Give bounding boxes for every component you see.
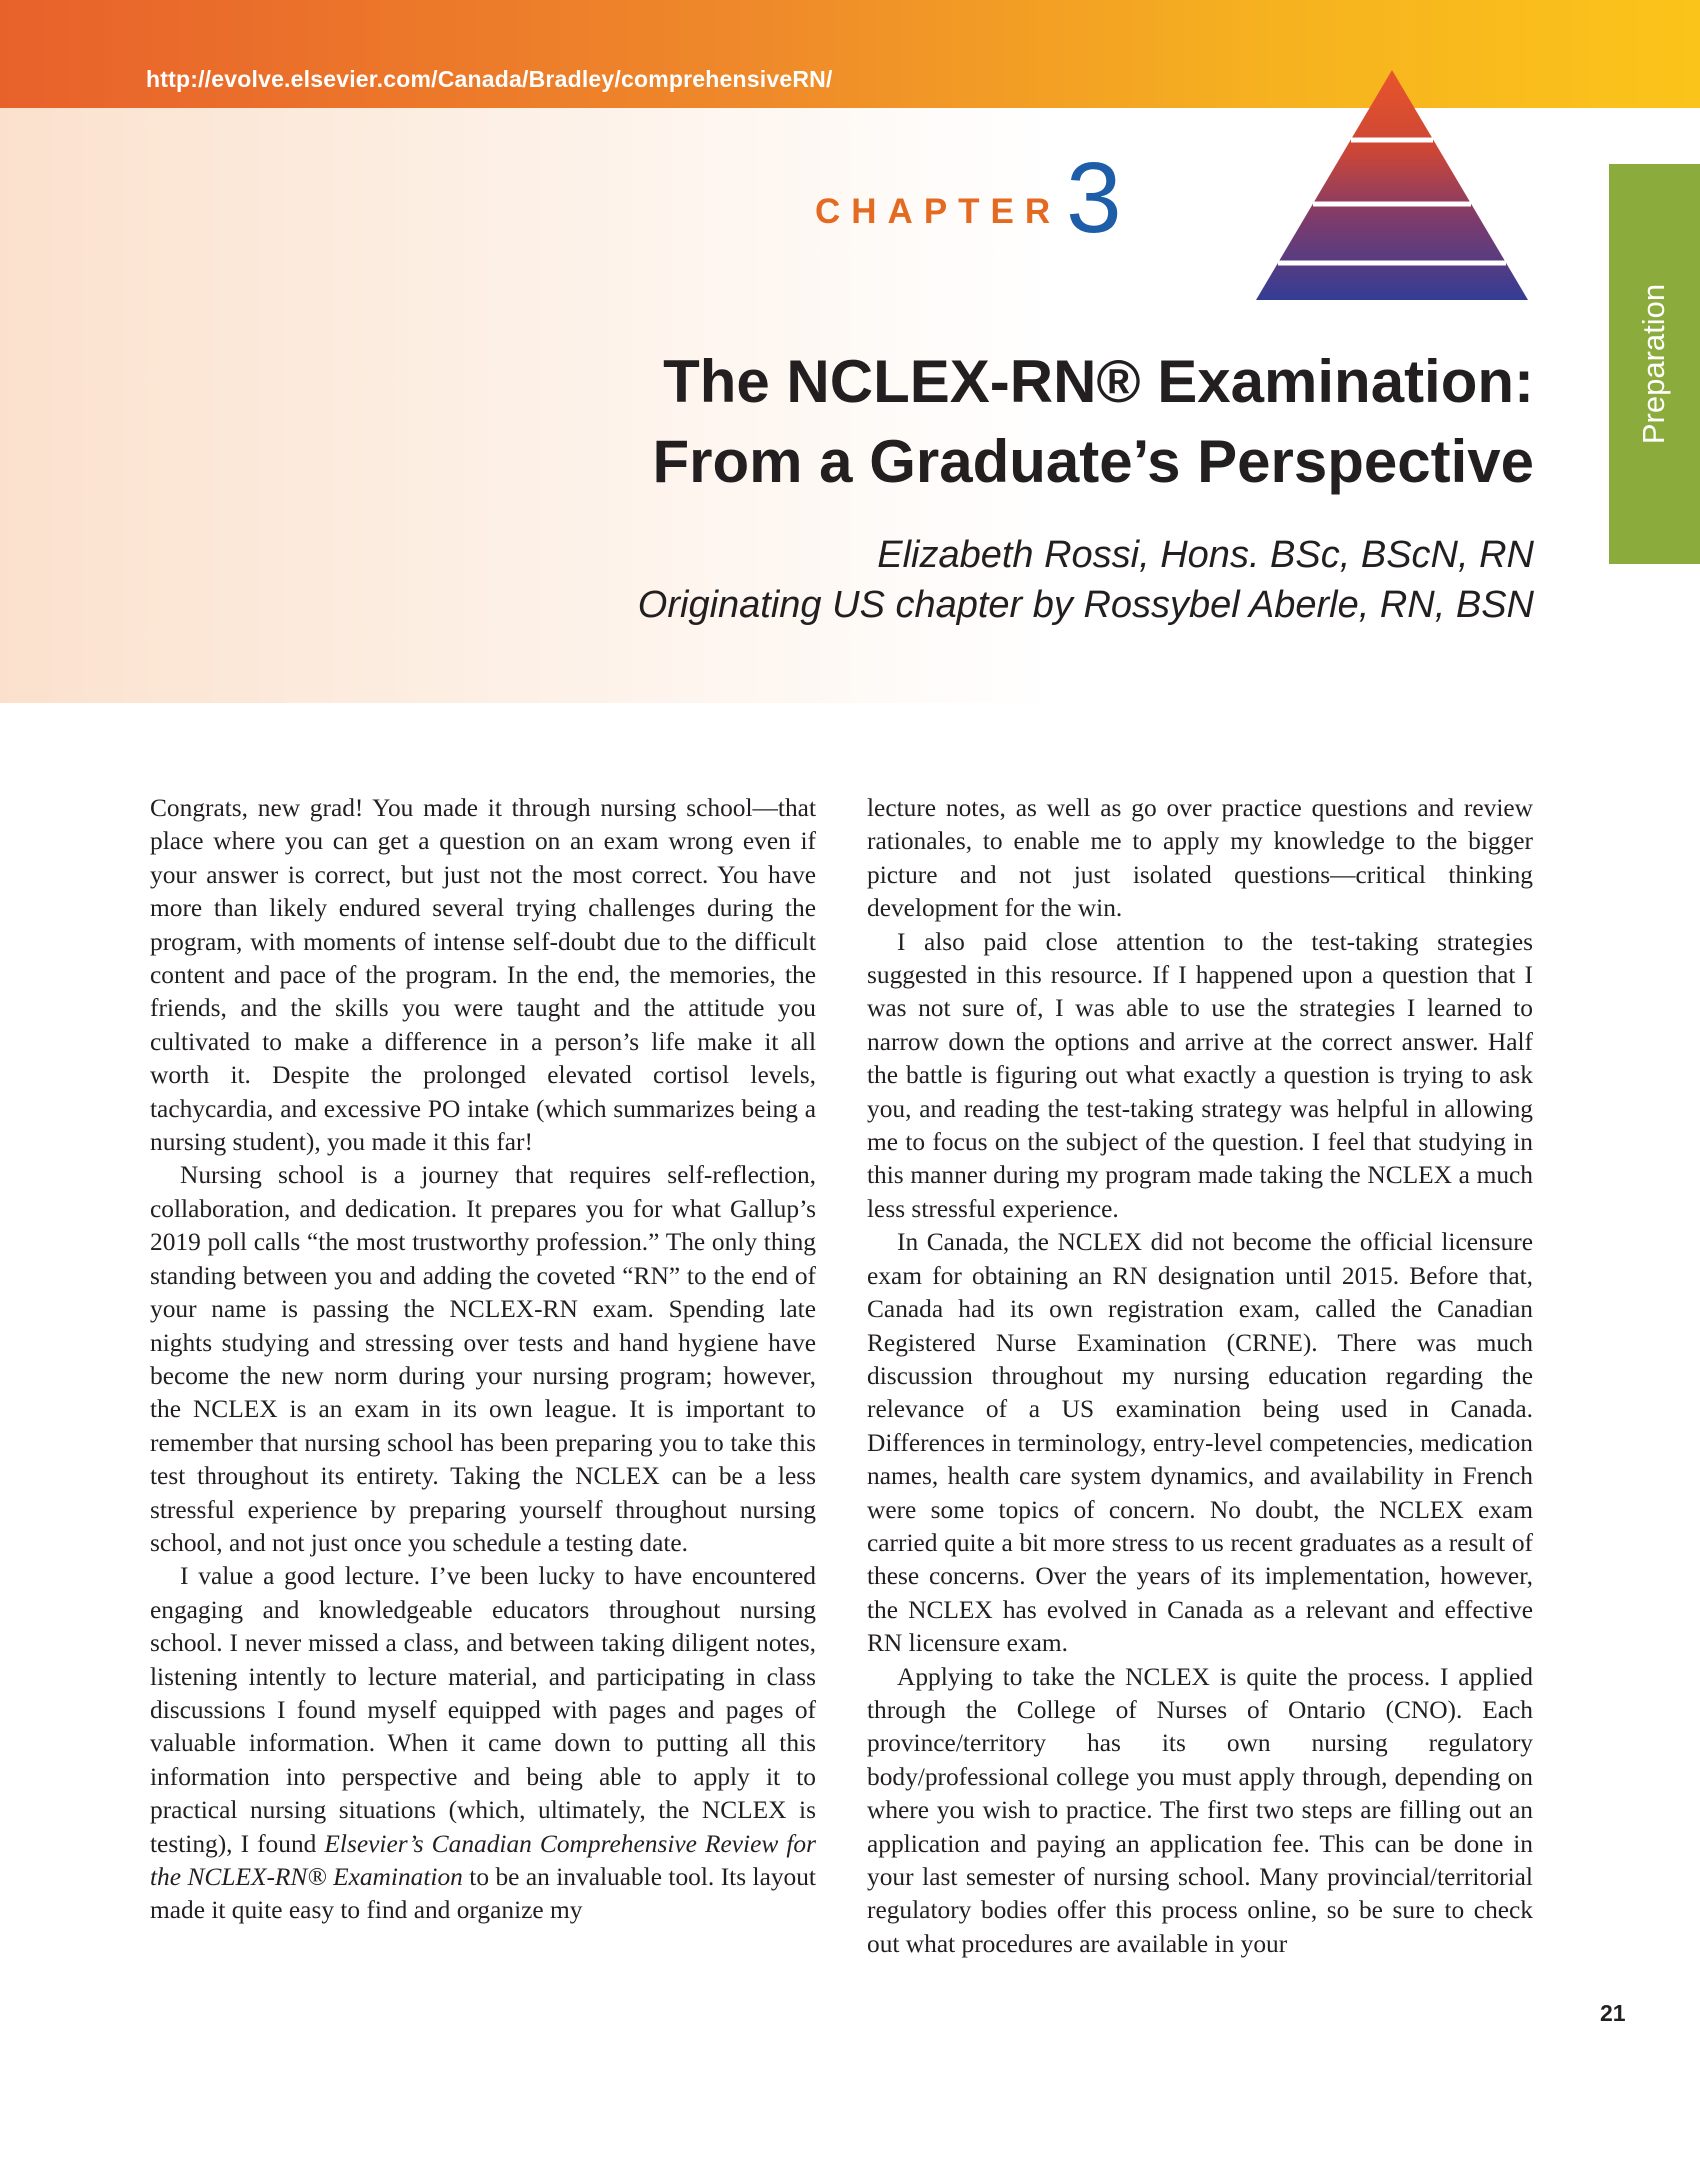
author-line-1: Elizabeth Rossi, Hons. BSc, BScN, RN [877, 534, 1534, 576]
chapter-label: CHAPTER [815, 192, 1062, 231]
paragraph: Applying to take the NCLEX is quite the process. I applied through the College of Nurses of Ontario (CNO). Each province/territory has its own nursing regulatory body/professional college you must apply through, depending on where you wish to practice. The first two steps are filling out an application and paying an application fee. This can be done in your last semester of nursing school. Many provincial/territorial regulatory bodies offer this process online, so be sure to check out what procedures are available in your [867, 1662, 1533, 1958]
chapter-title [653, 342, 1534, 502]
paragraph [150, 1560, 816, 1927]
author-line-2: Originating US chapter by Rossybel Aberle, RN, BSN [637, 584, 1534, 626]
paragraph: Nursing school is a journey that requires self-reflection, collaboration, and dedication. It prepares you for what Gallup’s 2019 poll calls “the most trustworthy profession.” The only thing standing between you and adding the coveted “RN” to the end of your name is passing the NCLEX-RN exam. Spending late nights studying and stressing over tests and hand hygiene have become the new norm during your nursing program; however, the NCLEX is an exam in its own league. It is important to remember that nursing school has been preparing you to take this test throughout its entirety. Taking the NCLEX can be a less stressful experience by preparing yourself throughout nursing school, and not just once you schedule a testing date. [150, 1161, 816, 1557]
section-side-tab [1609, 164, 1700, 564]
author-block [638, 530, 1534, 630]
paragraph: lecture notes, as well as go over practice questions and review rationales, to enable me to apply my knowledge to the bigger picture and not just isolated questions—critical thinking development for the win. [867, 794, 1533, 923]
body-column-left [150, 792, 816, 1928]
evolve-url-link[interactable]: http://evolve.elsevier.com/Canada/Bradley/comprehensiveRN/ [146, 66, 833, 92]
book-title-italic: Elsevier’s Canadian Comprehensive Review for the NCLEX-RN® Examination [150, 1829, 816, 1891]
chapter-number: 3 [1066, 142, 1122, 254]
title-line-1: The NCLEX-RN® Examination: [663, 348, 1534, 415]
side-tab-label: Preparation [1636, 283, 1671, 445]
paragraph: I also paid close attention to the test-taking strategies suggested in this resource. If I happened upon a question that I was not sure of, I was able to use the strategies I learned to narrow down the options and arrive at the correct answer. Half the battle is figuring out what exactly a question is trying to ask you, and reading the test-taking strategy was helpful in allowing me to focus on the subject of the question. I feel that studying in this manner during my program made taking the NCLEX a much less stressful experience. [867, 927, 1533, 1223]
paragraph-text: to be an invaluable tool. Its layout made it quite easy to find and organize my [150, 1863, 816, 1925]
title-line-2: From a Graduate’s Perspective [652, 428, 1534, 495]
pyramid-icon [1256, 70, 1528, 300]
page-number: 21 [1600, 2000, 1626, 2026]
paragraph-text: I value a good lecture. I’ve been lucky to have encountered engaging and knowledgeable educators throughout nursing school. I never missed a class, and between taking diligent notes, listening intently to lecture material, and participating in class discussions I found myself equipped with pages and pages of valuable information. When it came down to putting all this information into perspective and being able to apply it to practical nursing situations (which, ultimately, the NCLEX is testing), I found [150, 1562, 816, 1858]
body-column-right [867, 792, 1533, 1961]
paragraph: Congrats, new grad! You made it through nursing school—that place where you can get a question on an exam wrong even if your answer is correct, but just not the most correct. You have more than likely endured several trying challenges during the program, with moments of intense self-doubt due to the difficult content and pace of the program. In the end, the memories, the friends, and the skills you were taught and the attitude you cultivated to make a difference in a person’s life make it all worth it. Despite the prolonged elevated cortisol levels, tachycardia, and excessive PO intake (which summarizes being a nursing student), you made it this far! [150, 794, 816, 1157]
paragraph: In Canada, the NCLEX did not become the official licensure exam for obtaining an RN designation until 2015. Before that, Canada had its own registration exam, called the Canadian Registered Nurse Examination (CRNE). There was much discussion throughout my nursing education regarding the relevance of a US examination being used in Canada. Differences in terminology, entry-level competencies, medication names, health care system dynamics, and availability in French were some topics of concern. No doubt, the NCLEX exam carried quite a bit more stress to us recent graduates as a result of these concerns. Over the years of its implementation, however, the NCLEX has evolved in Canada as a relevant and effective RN licensure exam. [867, 1228, 1533, 1658]
